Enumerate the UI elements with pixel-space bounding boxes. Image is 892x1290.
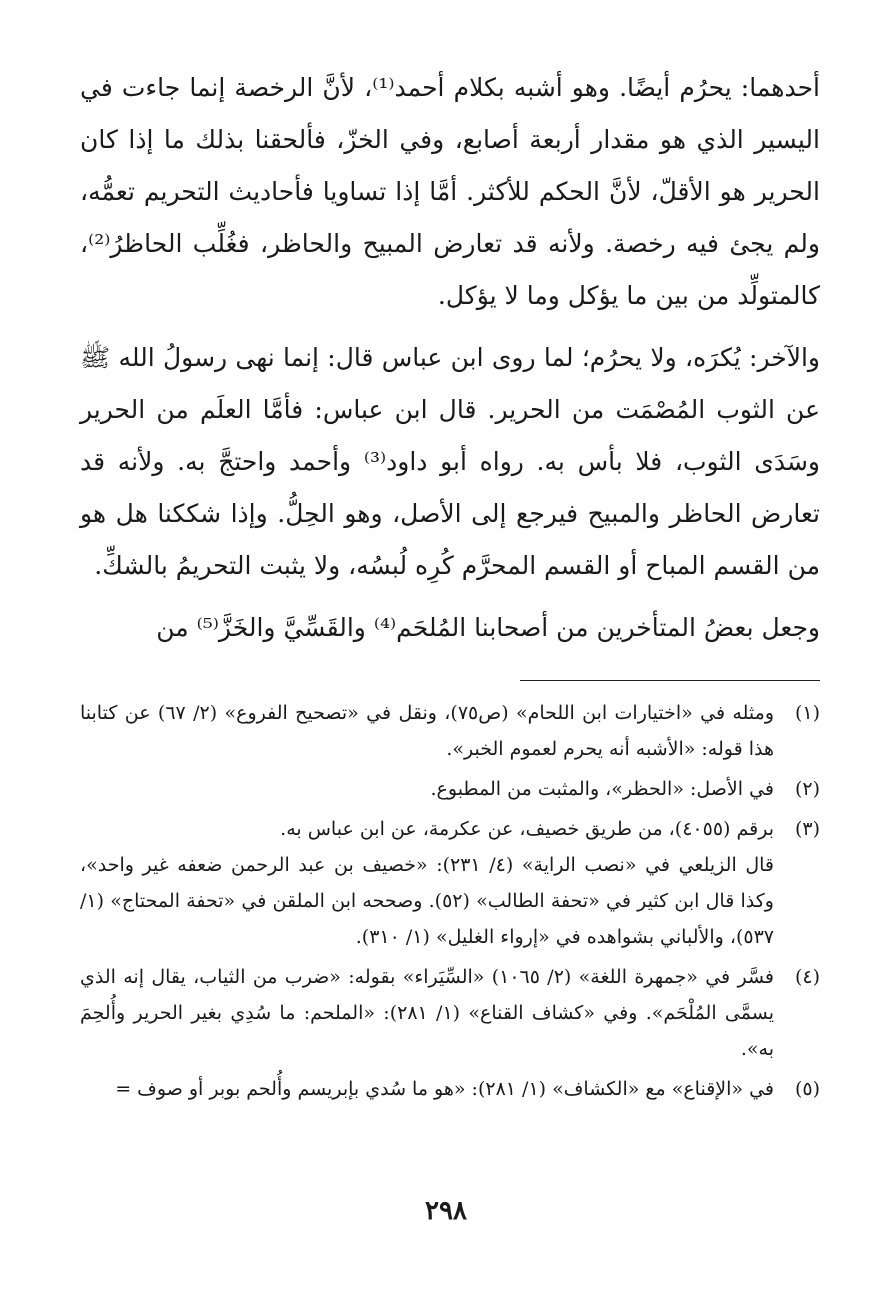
paragraph-2: والآخر: يُكرَه، ولا يحرُم؛ لما روى ابن عباس قال: إنما نهى رسولُ الله ﷺ عن الثوب المُصْمَت من الحرير. قال ابن عباس: فأمَّا العلَم من الحرير وسَدَى الثوب، فلا بأس به. رواه أبو داود⁽³⁾ وأحمد واحتجَّ به. ولأنه قد تعارض الحاظر والمبيح فيرجع إلى الأصل، وهو الحِلُّ. وإذا شككنا هل هو من القسم المباح أو القسم المحرَّم كُرِه لُبسُه، ولا يثبت التحريمُ بالشكِّ.	[80, 343, 820, 580]
footnote-text: ومثله في «اختيارات ابن اللحام» (ص٧٥)، ونقل في «تصحيح الفروع» (٢/ ٦٧) عن كتابنا هذا قوله: «الأشبه أنه يحرم لعموم الخبر».	[80, 702, 774, 760]
footnote-body	[80, 695, 774, 767]
footnote-text: برقم (٤٠٥٥)، من طريق خصيف، عن عكرمة، عن ابن عباس به.	[280, 818, 774, 840]
footnote-4	[80, 959, 820, 1067]
footnote-body	[80, 811, 774, 955]
footnote-2	[80, 771, 820, 807]
footnote-number: (٤)	[794, 966, 820, 988]
footnote-body	[80, 771, 774, 807]
main-text	[80, 62, 820, 654]
footnote-text: فسَّر في «جمهرة اللغة» (٢/ ١٠٦٥) «السِّيَراء» بقوله: «ضرب من الثياب، يقال إنه الذي يسمَّى المُلْحَم». وفي «كشاف القناع» (١/ ٢٨١): «الملحم: ما سُدِي بغير الحرير وأُلحِمَ به».	[80, 966, 774, 1060]
footnote-5	[80, 1071, 820, 1107]
footnote-number: (٣)	[794, 818, 820, 840]
footnote-number: (١)	[794, 702, 820, 724]
footnote-number: (٥)	[794, 1078, 820, 1100]
footnote-text: قال الزيلعي في «نصب الراية» (٤/ ٢٣١): «خصيف بن عبد الرحمن ضعفه غير واحد»، وكذا قال ابن كثير في «تحفة الطالب» (٥٢). وصححه ابن الملقن في «تحفة المحتاج» (١/ ٥٣٧)، والألباني بشواهده في «إرواء الغليل» (١/ ٣١٠).	[80, 854, 775, 948]
footnote-body	[80, 959, 774, 1067]
footnote-body	[80, 1071, 774, 1107]
page-content	[80, 62, 820, 1111]
paragraph-3: وجعل بعضُ المتأخرين من أصحابنا المُلحَم⁽⁴⁾ والقَسِّيَّ والخَزَّ⁽⁵⁾ من	[156, 613, 820, 642]
footnote-3	[80, 811, 820, 955]
footnote-text: في الأصل: «الحظر»، والمثبت من المطبوع.	[430, 778, 774, 800]
footnote-separator	[520, 680, 820, 681]
footnote-1	[80, 695, 820, 767]
footnote-text: في «الإقناع» مع «الكشاف» (١/ ٢٨١): «هو ما سُدي بإبريسم وأُلحم بوبر أو صوف =	[115, 1078, 774, 1100]
page-number: ٢٩٨	[425, 1196, 467, 1226]
footnotes	[80, 695, 820, 1107]
paragraph-1: أحدهما: يحرُم أيضًا. وهو أشبه بكلام أحمد⁽¹⁾، لأنَّ الرخصة إنما جاءت في اليسير الذي هو مقدار أربعة أصابع، وفي الخزّ، فألحقنا بذلك ما إذا كان الحرير هو الأقلّ، لأنَّ الحكم للأكثر. أمَّا إذا تساويا فأحاديث التحريم تعمُّه، ولم يجئ فيه رخصة. ولأنه قد تعارض المبيح والحاظر، فغُلِّب الحاظرُ⁽²⁾، كالمتولِّد من بين ما يؤكل وما لا يؤكل.	[80, 73, 821, 310]
footnote-number: (٢)	[794, 778, 820, 800]
